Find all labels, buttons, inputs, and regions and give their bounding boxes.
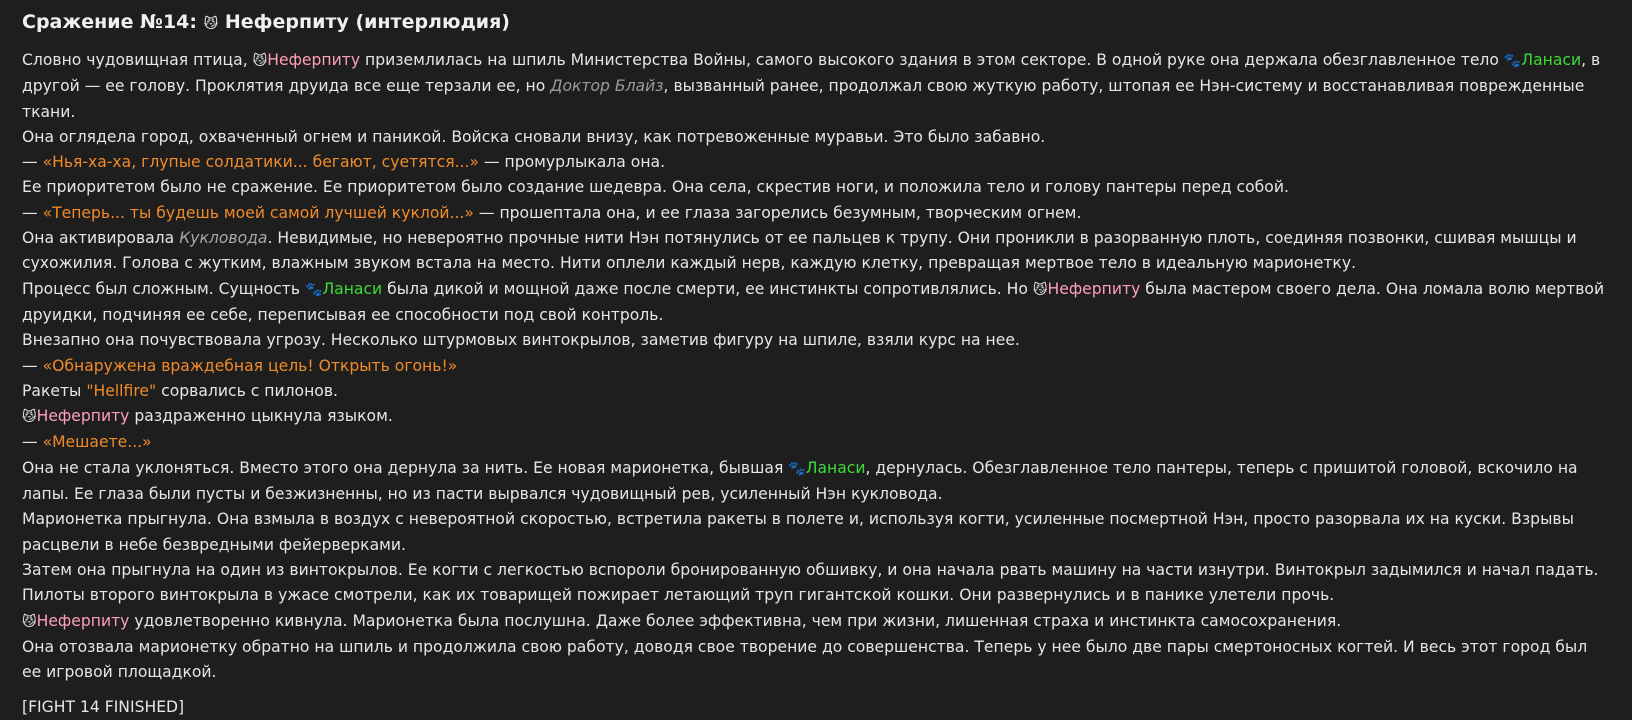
paragraph-11: 😼Неферпиту раздраженно цыкнула языком. xyxy=(22,407,393,426)
title-prefix: Сражение №14: xyxy=(22,11,197,33)
dialogue-quote: «Обнаружена враждебная цель! Открыть огонь!» xyxy=(42,356,458,375)
hellfire-name: "Hellfire" xyxy=(86,381,157,400)
cat-icon: 😼 xyxy=(203,16,219,32)
paragraph-7: Процесс был сложным. Сущность 🐾Ланаси была дикой и мощной даже после смерти, ее инстинкты сопротивлялись. Но 😼Неферпиту была мастером своего дела. Она ломала волю мертвой друидки, подчиняя ее себе, переписывая ее способности под свой контроль. xyxy=(22,279,1605,324)
paragraph-14: Марионетка прыгнула. Она взмыла в воздух с невероятной скоростью, встретила ракеты в полете и, используя когти, усиленные посмертной Нэн, просто разорвала их на куски. Взрывы расцвели в небе безвредными фейерверками. xyxy=(22,510,1574,554)
cat-icon: 😼 xyxy=(252,53,268,69)
paw-icon: 🐾 xyxy=(305,281,323,298)
title-name: Неферпиту (интерлюдия) xyxy=(224,11,510,33)
cat-icon: 😼 xyxy=(1032,281,1048,298)
cat-icon: 😼 xyxy=(22,409,37,426)
paragraph-13: Она не стала уклоняться. Вместо этого она дернула за нить. Ее новая марионетка, бывшая 🐾Ланаси, дернулась. Обезглавленное тело пантеры, теперь с пришитой головой, вскочило на лапы. Ее глаза были пусты и безжизненны, но из пасти вырвался чудовищный рев, усиленный Нэн кукловода. xyxy=(22,458,1578,504)
fight-finished-label: [FIGHT 14 FINISHED] xyxy=(22,698,185,717)
paragraph-1: Словно чудовищная птица, 😼Неферпиту приземлилась на шпиль Министерства Войны, самого высокого здания в этом секторе. В одной руке она держала обезглавленное тело 🐾Ланаси, в другой — ее голову. Проклятия друида все еще терзали ее, но Доктор Блайз, вызванный ранее, продолжал свою жуткую работу, штопая ее Нэн-систему и восстанавливая поврежденные ткани. xyxy=(22,51,1601,121)
neferpitou-name: Неферпиту xyxy=(36,407,130,426)
doctor-name: Доктор Блайз xyxy=(550,77,664,96)
paragraph-3: — «Нья-ха-ха, глупые солдатики... бегают, суетятся...» — промурлыкала она. xyxy=(22,153,666,172)
paragraph-6: Она активировала Кукловода. Невидимые, но невероятно прочные нити Нэн потянулись от ее пальцев к трупу. Они проникли в разорванную плоть, соединяя позвонки, сшивая мышцы и сухожилия. Голова с жутким, влажным звуком встала на место. Нити оплели каждый нерв, каждую клетку, превращая мертвое тело в идеальную марионетку. xyxy=(22,229,1577,273)
dialogue-quote: «Мешаете...» xyxy=(42,433,152,452)
paragraph-4: Ее приоритетом было не сражение. Ее приоритетом было создание шедевра. Она села, скрестив ноги, и положила тело и голову пантеры перед собой. xyxy=(22,178,1289,197)
dialogue-quote: «Теперь... ты будешь моей самой лучшей куклой...» xyxy=(42,203,474,222)
paragraph-16: Пилоты второго винтокрыла в ужасе смотрели, как их товарищей пожирает летающий труп гигантской кошки. Они развернулись и в панике улетели прочь. xyxy=(22,586,1335,605)
lanasi-name: Ланаси xyxy=(322,279,383,298)
paragraph-12: — «Мешаете...» xyxy=(22,433,152,452)
lanasi-name: Ланаси xyxy=(1521,51,1582,69)
paw-icon: 🐾 xyxy=(1503,53,1522,69)
dialogue-quote: «Нья-ха-ха, глупые солдатики... бегают, суетятся...» xyxy=(42,153,479,172)
cat-icon: 😼 xyxy=(22,613,37,630)
paragraph-9: — «Обнаружена враждебная цель! Открыть огонь!» xyxy=(22,356,458,375)
paragraph-18: Она отозвала марионетку обратно на шпиль и продолжила свою работу, доводя свое творение до совершенства. Теперь у нее было две пары смертоносных когтей. И весь этот город был ее игровой площадкой. xyxy=(22,637,1588,682)
neferpitou-name: Неферпиту xyxy=(1047,279,1141,298)
neferpitou-name: Неферпиту xyxy=(267,51,361,69)
paragraph-5: — «Теперь... ты будешь моей самой лучшей куклой...» — прошептала она, и ее глаза загорелись безумным, творческим огнем. xyxy=(22,203,1082,222)
story-text xyxy=(22,48,1610,685)
paragraph-15: Затем она прыгнула на один из винтокрылов. Ее когти с легкостью вспороли бронированную обшивку, и она начала рвать машину на части изнутри. Винтокрыл задымился и начал падать. xyxy=(22,560,1599,579)
neferpitou-name: Неферпиту xyxy=(36,611,130,630)
paragraph-2: Она оглядела город, охваченный огнем и паникой. Войска сновали внизу, как потревоженные муравьи. Это было забавно. xyxy=(22,127,1046,146)
skill-name: Кукловода xyxy=(179,229,268,248)
paragraph-17: 😼Неферпиту удовлетворенно кивнула. Марионетка была послушна. Даже более эффективна, чем при жизни, лишенная страха и инстинкта самосохранения. xyxy=(22,611,1342,630)
page-title xyxy=(22,8,1610,38)
lanasi-name: Ланаси xyxy=(805,458,866,477)
paw-icon: 🐾 xyxy=(788,460,806,477)
paragraph-10: Ракеты "Hellfire" сорвались с пилонов. xyxy=(22,381,338,400)
paragraph-8: Внезапно она почувствовала угрозу. Несколько штурмовых винтокрылов, заметив фигуру на шпиле, взяли курс на нее. xyxy=(22,331,1020,350)
